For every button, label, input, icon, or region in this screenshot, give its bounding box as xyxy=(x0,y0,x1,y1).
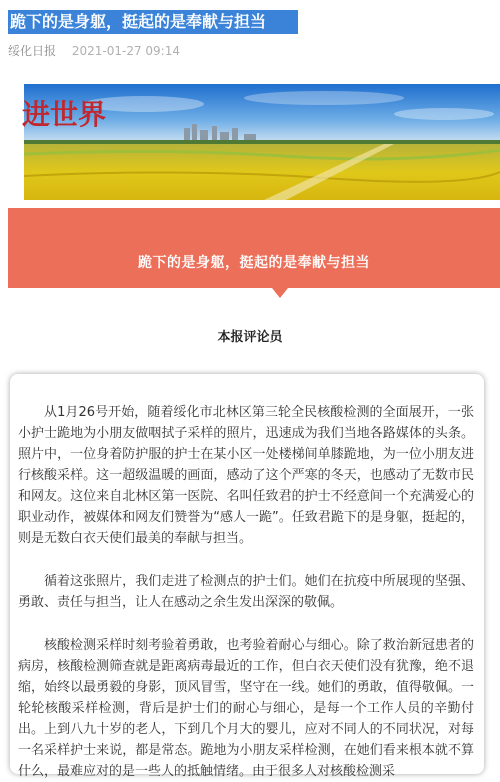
section-headline: 跪下的是身躯，挺起的是奉献与担当 xyxy=(138,255,370,271)
article-title[interactable]: 跪下的是身躯，挺起的是奉献与担当 xyxy=(8,10,298,34)
landscape-illustration xyxy=(24,84,500,200)
body-paragraph: 从1月26号开始，随着绥化市北林区第三轮全民核酸检测的全面展开，一张小护士跪地为小朋友做咽拭子采样的照片，迅速成为我们当地各路媒体的头条。照片中，一位身着防护服的护士在某小区一处楼梯间单膝跪地，为一位小朋友进行核酸采样。这一超级温暖的画面，感动了这个严寒的冬天，也感动了无数市民和网友。这位来自北林区第一医院、名叫任致君的护士不经意间一个充满爱心的职业动作，被媒体和网友们赞誉为“感人一跪”。任致君跪下的是身躯，挺起的，则是无数白衣天使们最美的奉献与担当。 xyxy=(18,405,474,546)
body-paragraph: 循着这张照片，我们走进了检测点的护士们。她们在抗疫中所展现的坚强、勇敢、责任与担当，让人在感动之余生发出深深的敬佩。 xyxy=(18,574,474,610)
article-date: 2021-01-27 09:14 xyxy=(71,44,180,58)
header-notch xyxy=(272,288,288,298)
body-paragraph: 核酸检测采样时刻考验着勇敢，也考验着耐心与细心。除了救治新冠患者的病房，核酸检测筛查就是距离病毒最近的工作，但白衣天使们没有犹豫，绝不退缩，始终以最勇毅的身影，顶风冒雪，坚守在一线。她们的勇敢，值得敬佩。一轮轮核酸采样检测，背后是护士们的耐心与细心，是每一个工作人员的辛勤付出。上到八九十岁的老人，下到几个月大的婴儿，应对不同人的不同状况，对每一名采样护士来说，都是常态。跪地为小朋友采样检测，在她们看来根本就不算什么，最难应对的是一些人的抵触情绪。由于很多人对核酸检测采 xyxy=(18,638,474,779)
byline: 本报评论员 xyxy=(217,330,283,345)
section-header xyxy=(8,208,500,288)
banner-image xyxy=(24,84,500,200)
article-body-card xyxy=(10,374,484,779)
article-meta xyxy=(8,42,180,59)
article-source[interactable]: 绥化日报 xyxy=(8,44,57,58)
banner-logo-text: 进世界 xyxy=(22,98,107,131)
